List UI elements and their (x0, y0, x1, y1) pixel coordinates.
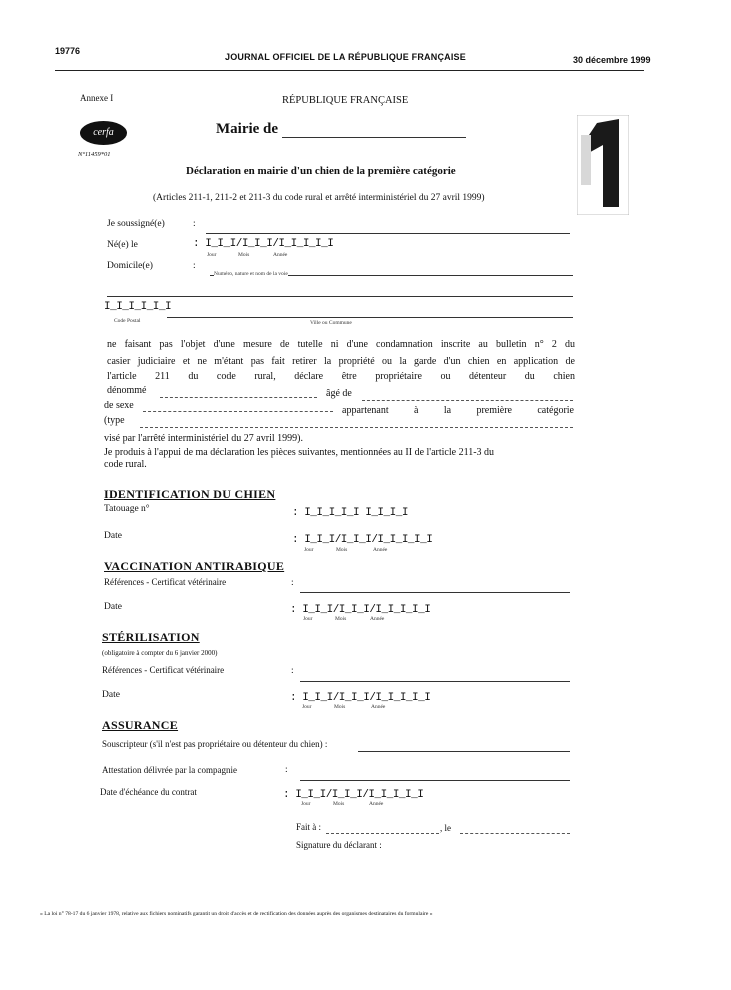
dog-type-input-line[interactable] (140, 427, 573, 428)
mairie-input-line[interactable] (282, 137, 466, 138)
souscripteur-input-line[interactable] (358, 751, 570, 752)
fait-a-label: Fait à : (296, 822, 321, 832)
journal-date: 30 décembre 1999 (573, 55, 651, 65)
produis-line-2: code rural. (104, 459, 147, 470)
postcode-hint: Code Postal (114, 318, 141, 324)
annee-hint: Année (273, 252, 288, 258)
page-number: 19776 (55, 46, 81, 56)
identification-date-label: Date (104, 531, 122, 541)
city-hint: Ville ou Commune (310, 320, 352, 326)
birthdate-box-pattern: I_I_I/I_I_I/I_I_I_I_I (205, 238, 334, 250)
tatouage-boxes[interactable]: : I_I_I_I_I I_I_I_I (292, 507, 408, 519)
cerfa-number: N°11459*01 (78, 151, 111, 158)
colon: : (193, 261, 196, 271)
category-one-graphic (577, 115, 629, 215)
colon: : (291, 578, 294, 588)
footnote: « La loi n° 78-17 du 6 janvier 1978, relative aux fichiers nominatifs garantit un droit d'accès et de rectification des données auprès des organismes destinataires du formulaire » (40, 911, 433, 917)
identification-date-boxes[interactable]: : I_I_I/I_I_I/I_I_I_I_I (292, 534, 433, 546)
denomme-label: dénommé (107, 385, 147, 396)
annee-hint: Année (373, 547, 388, 553)
postcode-boxes[interactable]: I_I_I_I_I_I (104, 301, 172, 313)
sterilisation-references-input-line[interactable] (300, 681, 570, 682)
cerfa-logo: cerfa (80, 121, 127, 145)
attestation-label: Attestation délivrée par la compagnie (102, 765, 237, 775)
sterilisation-date-label: Date (102, 690, 120, 700)
declaration-line-3: l'article 211 du code rural, déclare être propriétaire ou détenteur du chien (107, 371, 575, 382)
annee-hint: Année (369, 801, 384, 807)
vaccination-heading: VACCINATION ANTIRABIQUE (104, 559, 285, 573)
echeance-label: Date d'échéance du contrat (100, 787, 197, 797)
jour-hint: Jour (303, 616, 313, 622)
dog-name-input-line[interactable] (160, 397, 317, 398)
sexe-label: de sexe (104, 400, 134, 411)
vaccination-date-boxes[interactable]: : I_I_I/I_I_I/I_I_I_I_I (290, 604, 431, 616)
category-number: 1 (603, 174, 604, 176)
birthdate-label: Né(e) le (107, 240, 138, 250)
sterilisation-date-boxes[interactable]: : I_I_I/I_I_I/I_I_I_I_I (290, 692, 431, 704)
colon: : (285, 765, 288, 775)
declaration-line-1: ne faisant pas l'objet d'une mesure de tutelle ni d'une condamnation inscrite au bulletin n° 2 du (107, 339, 575, 350)
journal-title: JOURNAL OFFICIEL DE LA RÉPUBLIQUE FRANÇAISE (225, 52, 466, 62)
domicile-label: Domicile(e) (107, 261, 153, 271)
echeance-date-boxes[interactable]: : I_I_I/I_I_I/I_I_I_I_I (283, 789, 424, 801)
mois-hint: Mois (334, 704, 346, 710)
city-input-line[interactable] (167, 317, 573, 318)
form-subtitle: (Articles 211-1, 211-2 et 211-3 du code rural et arrêté interministériel du 27 avril 1999) (153, 193, 485, 203)
republique-label: RÉPUBLIQUE FRANÇAISE (282, 95, 409, 106)
street-hint: Numéro, nature et nom de la voie (214, 271, 288, 277)
sterilisation-heading: STÉRILISATION (102, 630, 200, 644)
attestation-input-line[interactable] (300, 780, 570, 781)
le-label: , le (440, 823, 451, 833)
jour-hint: Jour (301, 801, 311, 807)
annee-hint: Année (370, 616, 385, 622)
appartenant-label: appartenant à la première catégorie (342, 405, 574, 416)
soussigne-label: Je soussigné(e) (107, 219, 165, 229)
mois-hint: Mois (238, 252, 250, 258)
address-input-line-2[interactable] (107, 296, 573, 297)
annexe-label: Annexe I (80, 93, 114, 103)
colon: : (193, 219, 196, 229)
type-label: (type (104, 415, 125, 426)
assurance-heading: ASSURANCE (102, 718, 179, 732)
mairie-label: Mairie de (216, 121, 279, 137)
souscripteur-label: Souscripteur (s'il n'est pas propriétaire ou détenteur du chien) : (102, 739, 328, 749)
vaccination-date-label: Date (104, 602, 122, 612)
colon: : (193, 238, 200, 250)
jour-hint: Jour (302, 704, 312, 710)
mois-hint: Mois (333, 801, 345, 807)
declaration-line-2: casier judiciaire et ne m'étant pas fait retirer la propriété ou la garde d'un chien en application de (107, 356, 575, 367)
signature-label: Signature du déclarant : (296, 840, 382, 850)
jour-hint: Jour (207, 252, 217, 258)
colon: : (291, 666, 294, 676)
soussigne-input-line[interactable] (206, 233, 570, 234)
mois-hint: Mois (336, 547, 348, 553)
age-label: âgé de (326, 388, 352, 399)
fait-a-input-line[interactable] (326, 833, 439, 834)
sterilisation-references-label: Références - Certificat vétérinaire (102, 665, 225, 675)
date-input-line[interactable] (460, 833, 570, 834)
birthdate-boxes[interactable] (193, 238, 333, 250)
produis-line-1: Je produis à l'appui de ma déclaration les pièces suivantes, mentionnées au II de l'article 211-3 du (104, 447, 495, 458)
dog-age-input-line[interactable] (362, 400, 573, 401)
mois-hint: Mois (335, 616, 347, 622)
annee-hint: Année (371, 704, 386, 710)
vise-text: visé par l'arrêté interministériel du 27 avril 1999). (104, 433, 303, 444)
form-title: Déclaration en mairie d'un chien de la première catégorie (186, 165, 456, 177)
header-rule (55, 70, 644, 71)
jour-hint: Jour (304, 547, 314, 553)
tatouage-label: Tatouage n° (104, 504, 150, 514)
sterilisation-note: (obligatoire à compter du 6 janvier 2000) (102, 649, 218, 657)
dog-sex-input-line[interactable] (143, 411, 333, 412)
vaccination-references-label: Références - Certificat vétérinaire (104, 577, 227, 587)
vaccination-references-input-line[interactable] (300, 592, 570, 593)
identification-heading: IDENTIFICATION DU CHIEN (104, 487, 276, 501)
